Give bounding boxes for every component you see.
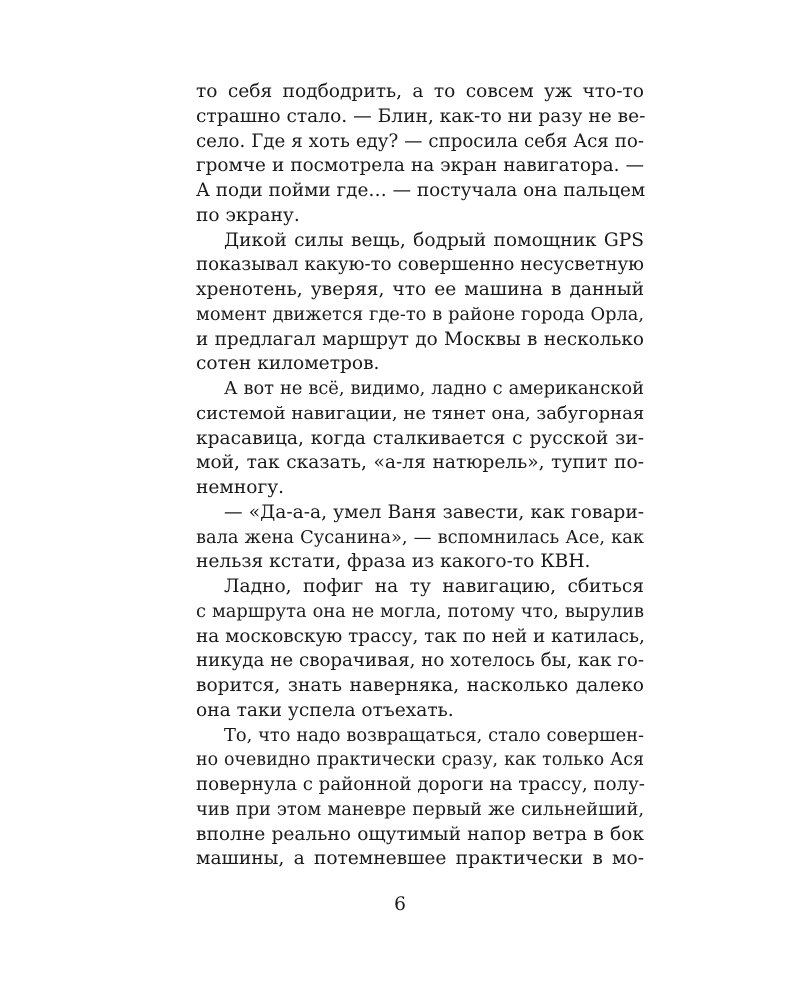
page-number: 6 (394, 894, 406, 915)
text-line: с маршрута она не могла, потому что, вырулив (196, 600, 644, 622)
text-line: мой, так сказать, «а-ля натюрель», тупит по- (196, 452, 644, 474)
text-line: немногу. (196, 477, 285, 498)
text-line: село. Где я хоть еду? — спросила себя Ася по- (196, 130, 644, 152)
text-line: То, что надо возвращаться, стало совершен- (224, 724, 644, 746)
text-line: она таки успела отъехать. (196, 699, 454, 721)
body-text (196, 80, 644, 872)
text-line: чив при этом маневре первый же сильнейший, (196, 798, 644, 820)
text-line: красавица, когда сталкивается с русской зи- (196, 427, 644, 449)
text-line: вполне реально ощутимый напор ветра в бок (196, 823, 644, 845)
text-line: ворится, знать наверняка, насколько далеко (196, 675, 644, 696)
text-line: никуда не сворачивая, но хотелось бы, как го- (196, 650, 644, 672)
text-line: А поди пойми где… — постучала она пальцем (196, 180, 646, 201)
text-line: — «Да-а-а, умел Ваня завести, как говари- (224, 501, 644, 523)
text-line: громче и посмотрела на экран навигатора. — (196, 155, 644, 177)
text-line: сотен километров. (196, 353, 380, 375)
text-line: на московскую трассу, так по ней и катилась, (196, 625, 645, 647)
text-line: показывал какую-то совершенно несусветную (196, 254, 644, 276)
text-line: момент движется где-то в районе города Орла, (196, 303, 644, 325)
text-line: машины, а потемневшее практически в мо- (196, 848, 644, 870)
text-line: и предлагал маршрут до Москвы в несколько (196, 328, 644, 350)
text-line: Дикой силы вещь, бодрый помощник GPS (224, 229, 644, 251)
text-line: системой навигации, не тянет она, забугорная (196, 402, 645, 424)
text-line: Ладно, пофиг на ту навигацию, сбиться (224, 576, 644, 597)
text-line: хренотень, уверяя, что ее машина в данный (196, 279, 644, 300)
text-line: то себя подбодрить, а то совсем уж что-то (196, 81, 644, 102)
text-line: страшно стало. — Блин, как-то ни разу не ве- (196, 105, 646, 127)
text-line: повернула с районной дороги на трассу, полу- (196, 774, 645, 795)
text-line: А вот не всё, видимо, ладно с американской (224, 378, 644, 399)
text-line: нельзя кстати, фраза из какого-то КВН. (196, 551, 591, 573)
text-line: вала жена Сусанина», — вспомнилась Асе, как (196, 526, 644, 548)
text-line: по экрану. (196, 204, 300, 226)
text-line: но очевидно практически сразу, как только Ася (196, 750, 644, 771)
